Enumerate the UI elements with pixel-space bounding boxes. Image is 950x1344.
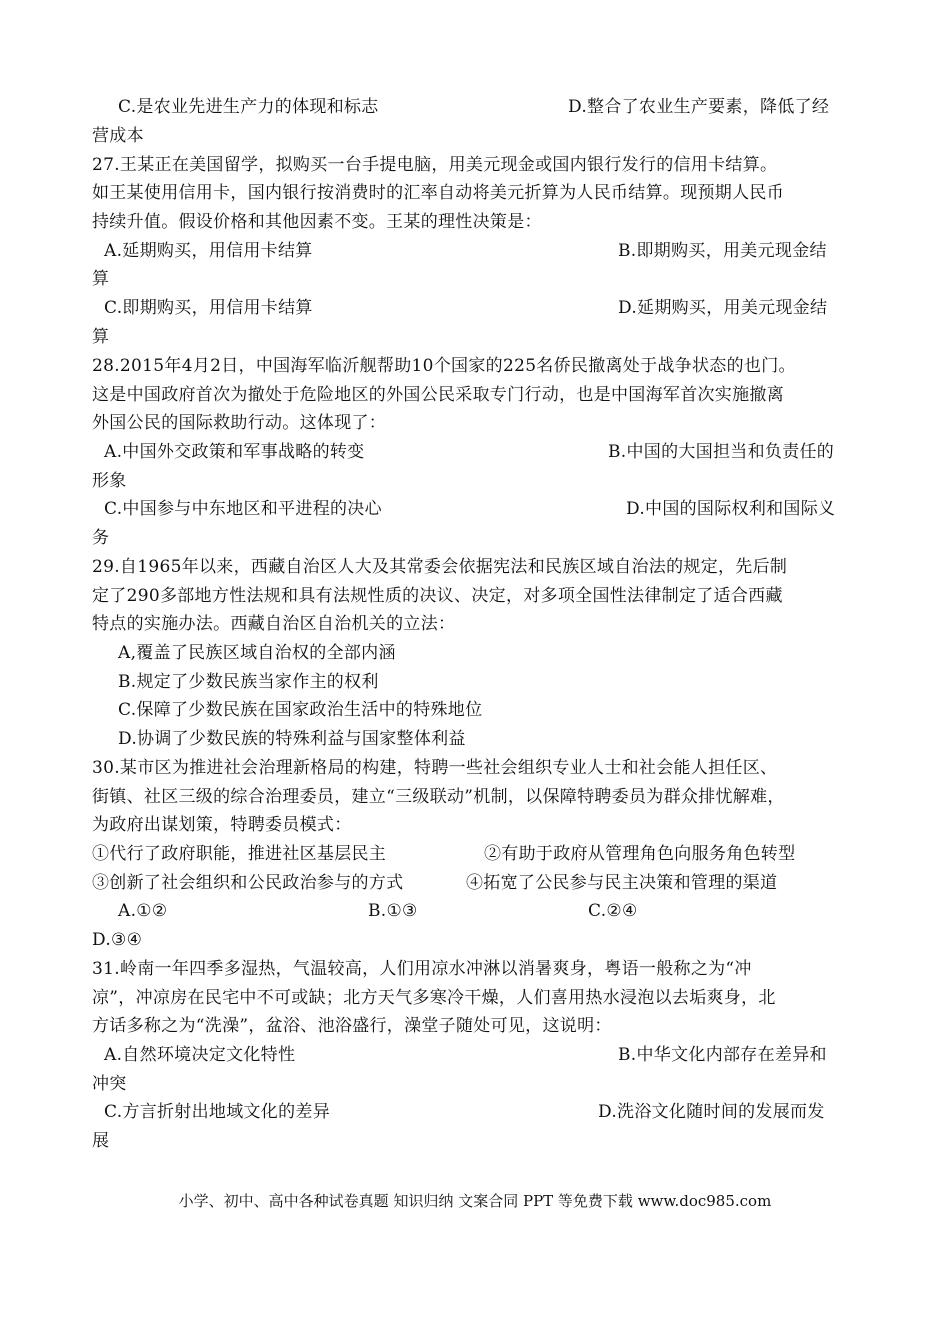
- q29-stem-line-3: 特点的实施办法。西藏自治区自治机关的立法：: [92, 614, 456, 634]
- q31-stem-line-3: 方话多称之为“洗澡”，盆浴、池浴盛行，澡堂子随处可见，这说明：: [92, 1016, 612, 1036]
- q28-stem-line-3: 外国公民的国际救助行动。这体现了：: [92, 413, 387, 433]
- q29-option-d: D.协调了少数民族的特殊利益与国家整体利益: [118, 729, 466, 749]
- q30-statement-1: ①代行了政府职能，推进社区基层民主: [92, 844, 387, 864]
- q28-option-b-wrap: 形象: [92, 471, 127, 491]
- q28-stem-line-2: 这是中国政府首次为撤处于危险地区的外国公民采取专门行动，也是中国海军首次实施撤离: [92, 385, 784, 405]
- q31-option-d-wrap: 展: [92, 1131, 110, 1151]
- q28-option-d-wrap: 务: [92, 528, 110, 548]
- q30-stem-line-1: 30.某市区为推进社会治理新格局的构建，特聘一些社会组织专业人士和社会能人担任区、: [92, 758, 778, 778]
- q27-option-c: C.即期购买，用信用卡结算: [104, 298, 313, 318]
- q29-stem-line-2: 定了290多部地方性法规和具有法规性质的决议、决定，对多项全国性法律制定了适合西藏: [92, 586, 783, 606]
- q28-option-d: D.中国的国际权利和国际义: [626, 499, 836, 519]
- q27-option-b-wrap: 算: [92, 269, 110, 289]
- q30-statement-2: ②有助于政府从管理角色向服务角色转型: [484, 844, 796, 864]
- q26-option-c: C.是农业先进生产力的体现和标志: [118, 97, 379, 117]
- q27-option-a: A.延期购买，用信用卡结算: [104, 241, 313, 261]
- q31-option-a: A.自然环境决定文化特性: [104, 1045, 296, 1065]
- q29-option-a: A,覆盖了民族区域自治权的全部内涵: [118, 643, 396, 663]
- q27-option-b: B.即期购买，用美元现金结: [618, 241, 827, 261]
- q27-stem-line-1: 27.王某正在美国留学，拟购买一台手提电脑，用美元现金或国内银行发行的信用卡结算。: [92, 155, 778, 175]
- q31-option-b: B.中华文化内部存在差异和: [618, 1045, 827, 1065]
- q31-option-b-wrap: 冲突: [92, 1074, 127, 1094]
- q26-option-d: D.整合了农业生产要素，降低了经: [568, 97, 830, 117]
- q30-option-a: A.①②: [118, 901, 168, 921]
- q31-stem-line-2: 凉”，冲凉房在民宅中不可或缺；北方天气多寒冷干燥，人们喜用热水浸泡以去垢爽身，北: [92, 988, 776, 1008]
- q31-option-d: D.洗浴文化随时间的发展而发: [598, 1102, 825, 1122]
- q28-option-a: A.中国外交政策和军事战略的转变: [104, 442, 365, 462]
- q28-option-c: C.中国参与中东地区和平进程的决心: [104, 499, 382, 519]
- page-footer[interactable]: 小学、初中、高中各种试卷真题 知识归纳 文案合同 PPT 等免费下载 www.doc985.com: [178, 1192, 772, 1210]
- q30-option-d: D.③④: [92, 930, 143, 950]
- q27-option-d-wrap: 算: [92, 327, 110, 347]
- q30-stem-line-3: 为政府出谋划策，特聘委员模式：: [92, 815, 352, 835]
- q30-option-c: C.②④: [588, 901, 638, 921]
- q27-stem-line-2: 如王某使用信用卡，国内银行按消费时的汇率自动将美元折算为人民币结算。现预期人民币: [92, 183, 784, 203]
- q30-statement-4: ④拓宽了公民参与民主决策和管理的渠道: [466, 873, 778, 893]
- q30-stem-line-2: 街镇、社区三级的综合治理委员，建立“三级联动”机制，以保障特聘委员为群众排忧解难，: [92, 787, 785, 807]
- q29-stem-line-1: 29.自1965年以来，西藏自治区人大及其常委会依据宪法和民族区域自治法的规定，先后制: [92, 557, 788, 577]
- q30-option-b: B.①③: [368, 901, 418, 921]
- q27-stem-line-3: 持续升值。假设价格和其他因素不变。王某的理性决策是：: [92, 212, 542, 232]
- q26-option-d-wrap: 营成本: [92, 126, 144, 146]
- q31-option-c: C.方言折射出地域文化的差异: [104, 1102, 331, 1122]
- q29-option-b: B.规定了少数民族当家作主的权利: [118, 672, 379, 692]
- q30-statement-3: ③创新了社会组织和公民政治参与的方式: [92, 873, 404, 893]
- q28-option-b: B.中国的大国担当和负责任的: [608, 442, 835, 462]
- q31-stem-line-1: 31.岭南一年四季多湿热，气温较高，人们用凉水冲淋以消暑爽身，粤语一般称之为“冲: [92, 959, 752, 979]
- q28-stem-line-1: 28.2015年4月2日，中国海军临沂舰帮助10个国家的225名侨民撤离处于战争状态的也门。: [92, 356, 796, 376]
- q29-option-c: C.保障了少数民族在国家政治生活中的特殊地位: [118, 700, 483, 720]
- q27-option-d: D.延期购买，用美元现金结: [618, 298, 828, 318]
